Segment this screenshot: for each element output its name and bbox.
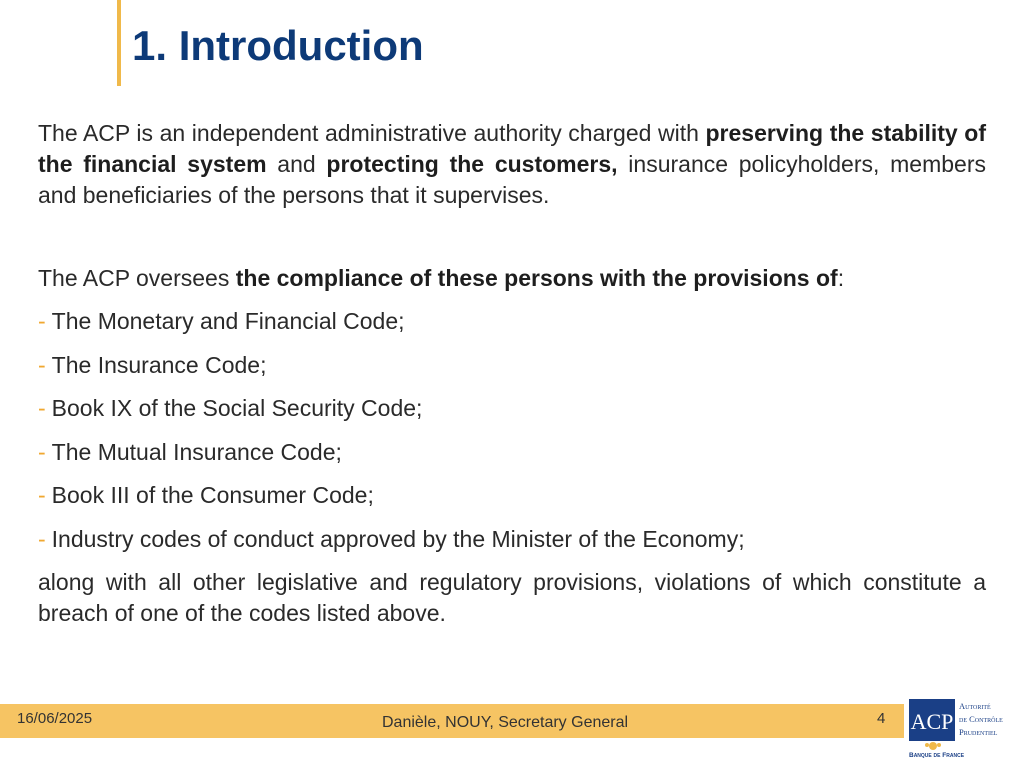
footer-date: 16/06/2025	[17, 710, 93, 727]
footer-author: Danièle, NOUY, Secretary General	[382, 714, 629, 731]
page-number: 4	[877, 710, 886, 727]
intro-paragraph	[38, 118, 986, 211]
logo-acronym: ACP	[910, 709, 954, 734]
footer-bar	[0, 704, 904, 738]
closing-paragraph: along with all other legislative and regulatory provisions, violations of which constitute a breach of one of the codes listed above.	[38, 569, 986, 626]
list-item	[38, 524, 986, 555]
list-item	[38, 306, 986, 337]
list-item-text: The Mutual Insurance Code;	[51, 438, 342, 465]
sun-emblem-icon	[925, 742, 941, 750]
list-item	[38, 437, 986, 468]
slide-title: 1. Introduction	[132, 22, 424, 69]
oversight-text-1: The ACP oversees	[38, 265, 236, 291]
acp-logo	[907, 697, 1013, 759]
logo-line-1: Autorité	[959, 701, 991, 711]
intro-bold-2: protecting the customers,	[326, 151, 618, 177]
list-item-text: The Monetary and Financial Code;	[51, 308, 405, 334]
slide-content	[38, 118, 986, 629]
dash-bullet: -	[38, 395, 46, 421]
list-item	[38, 480, 986, 511]
oversight-text-2: :	[837, 265, 845, 291]
oversight-bold: the compliance of these persons with the provisions of	[235, 265, 838, 291]
list-item-text: Industry codes of conduct approved by the Minister of the Economy;	[51, 525, 745, 552]
intro-text-2: and	[266, 151, 327, 177]
list-item-text: The Insurance Code;	[51, 351, 267, 378]
intro-text-3: insurance policyholders, members and beneficiaries of the persons that it supervises.	[38, 151, 986, 208]
title-accent-bar	[117, 0, 121, 86]
list-item-text: Book IX of the Social Security Code;	[51, 395, 423, 421]
dash-bullet: -	[38, 351, 46, 378]
dash-bullet: -	[38, 438, 46, 465]
list-item	[38, 350, 986, 381]
codes-list	[38, 306, 986, 555]
dash-bullet: -	[38, 525, 46, 552]
oversight-paragraph	[38, 263, 986, 294]
list-item	[38, 393, 986, 424]
list-item-text: Book III of the Consumer Code;	[51, 482, 374, 508]
intro-text-1: The ACP is an independent administrative authority charged with	[38, 120, 706, 146]
dash-bullet: -	[38, 482, 46, 508]
logo-line-3: Prudentiel	[959, 727, 998, 737]
intro-bold-1: preserving the stability of the financial system	[38, 120, 986, 177]
logo-line-2: de Contrôle	[959, 714, 1003, 724]
logo-bank-name: Banque de France	[909, 752, 965, 759]
dash-bullet: -	[38, 308, 46, 334]
